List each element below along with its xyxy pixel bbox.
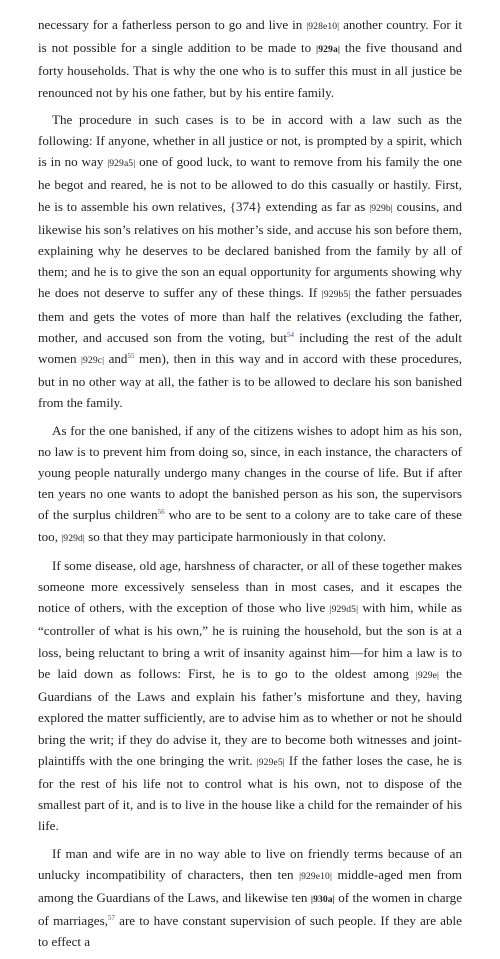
stephanus-reference: |929b| [369,202,393,214]
paragraph-text: men), then in this way and in accord with these procedures, but in no other way at all, the father is to be allowed to declare his son banished from the family. [38,351,462,411]
footnote-marker: 55 [127,352,135,361]
paragraph-text: The procedure in such cases is to be in accord with a law such as the following: If anyone, whether in all justice or not, is prompted by a spirit, which is in no way [38,111,462,170]
paragraph-text: the Guardians of the Laws and explain his father’s misfortune and they, having explored the matter sufficiently, are to advise him as to whether or not he should bring the writ; if they do advise it, they are to become both witnesses and joint-plaintiffs with the one bringing the writ. [38,665,462,768]
paragraph-text: one of good luck, to want to remove from his family the one he begot and reared, he is not to be allowed to do this casually or hastily. First, he is to assemble his own relatives, {374} extending as far as [38,154,462,214]
document-page [38,14,462,959]
paragraph-text: If some disease, old age, harshness of character, or all of these together makes someone more excessively senseless than in most cases, and it escapes the notice of others, with the exception of those who live [38,557,462,616]
paragraph-text: middle-aged men from among the Guardians of the Laws, and likewise ten [38,866,462,905]
stephanus-reference: |929c| [81,355,105,367]
paragraph-text: the father persuades them and gets the votes of more than half the relatives (excluding the father, mother, and accused son from the voting, but [38,285,462,345]
footnote-marker: 54 [286,330,294,339]
paragraph-text: another country. For it is not possible for a single addition to be made to [38,17,462,56]
paragraph-text: with him, while as “controller of what is his own,” he is ruining the household, but the son is at a loss, being reluctant to bring a writ of insanity against him—for him a law is to be laid down as follows: First, he is to go to the oldest among [38,600,463,681]
footnote-marker: 57 [107,914,115,923]
stephanus-reference: |929e5| [256,756,285,768]
paragraph-text: are to have constant supervision of such people. If they are able to effect a [38,913,462,950]
stephanus-reference: |929a5| [107,158,136,170]
paragraph-text: necessary for a fatherless person to go and live in [38,17,307,32]
body-paragraph [38,420,462,549]
stephanus-reference: |928e10| [306,21,340,32]
paragraph-text: who are to be sent to a colony are to take care of these too, [38,507,462,544]
paragraph-text: so that they may participate harmoniously in that colony. [84,528,386,544]
stephanus-reference-page: |929a| [316,44,341,56]
paragraph-text: cousins, and likewise his son’s relatives on his mother’s side, and accuse his son before them, explaining why he deserves to be declared banished from the family by all of them; and he is to give the son an equal opportunity for arguments showing why he does not deserve to suffer any of these things. If [38,198,462,301]
paragraph-text: including the rest of the adult women [38,329,462,367]
stephanus-reference: |929b5| [321,289,351,301]
stephanus-reference: |929d| [61,532,85,544]
paragraph-text: If the father loses the case, he is for the rest of his life not to control what is his own, not to dispose of the smallest part of it, and is to live in the house like a child for the remainder of his life. [38,752,462,834]
footnote-marker: 56 [157,508,165,517]
stephanus-reference: |929d5| [329,604,359,616]
paragraph-text: of the women in charge of marriages, [38,889,463,929]
body-paragraph [38,555,462,837]
paragraph-text: and [104,351,128,367]
stephanus-reference: |929e| [415,669,439,681]
paragraph-text: As for the one banished, if any of the citizens wishes to adopt him as his son, no law is to prevent him from doing so, since, in each instance, the characters of young people naturally undergo many changes in the course of life. But if after ten years no one wants to adopt the banished person as his son, the supervisors of the surplus children [38,422,462,523]
body-paragraph [38,14,462,103]
stephanus-reference-page: |930a| [310,893,335,905]
paragraph-text: If man and wife are in no way able to live on friendly terms because of an unlucky incompatibility of characters, then ten [38,845,462,882]
body-paragraph [38,843,462,953]
stephanus-reference: |929e10| [299,870,332,882]
paragraph-text: the five thousand and forty households. That is why the one who is to suffer this must in all justice be renounced not by his one father, but by his entire family. [38,40,462,100]
body-paragraph [38,109,462,414]
